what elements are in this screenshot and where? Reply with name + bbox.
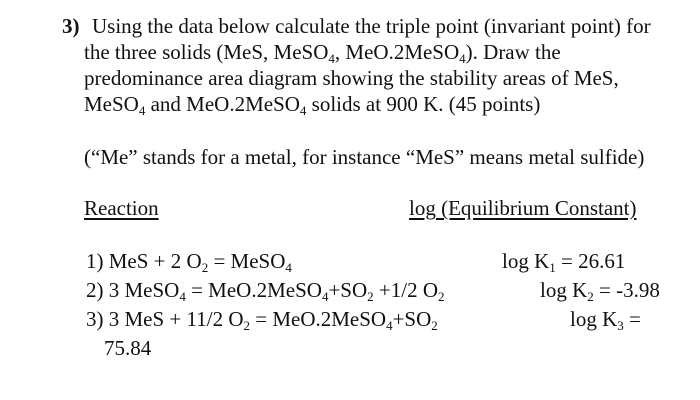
question-line: Using the data below calculate the triple point (invariant point) for: [92, 14, 651, 38]
reaction-header: Reaction: [84, 196, 159, 220]
subscript: 2: [201, 260, 209, 275]
question-number: 3): [62, 14, 80, 38]
subscript: 4: [138, 103, 146, 118]
subscript: 2: [367, 289, 374, 304]
subscript: 2: [587, 289, 594, 304]
subscript: 2: [243, 318, 250, 333]
subscript: 1: [549, 260, 556, 275]
question-line: predominance area diagram showing the stability areas of MeS,: [84, 66, 619, 90]
reaction-continuation: 75.84: [104, 336, 152, 360]
note-text: (“Me” stands for a metal, for instance “MeS” means metal sulfide): [84, 145, 645, 169]
reaction-equation: 1) MeS + 2 $O_2$ = MeSO$_4$: [86, 249, 292, 275]
subscript: 4: [386, 318, 393, 333]
subscript: 2: [431, 318, 438, 333]
subscript: 3: [617, 318, 624, 333]
subscript: 4: [285, 260, 292, 275]
question-line: MeSO$_4$ and MeO.2MeSO$_4$ solids at 900 K. (45 points): [84, 92, 541, 118]
subscript: 4: [179, 289, 186, 304]
reaction-equation: 3) 3 MeS + 11/2 $O_2$ = $MeO.2MeSO_4+SO_2$: [86, 307, 438, 333]
subscript: 2: [437, 289, 445, 304]
logk-value: $\log K_3$ =: [570, 307, 641, 333]
logk-header: log (Equilibrium Constant): [409, 196, 637, 220]
logk-value: $\log K_2 = -3.98$: [540, 278, 660, 304]
subscript: 4: [459, 51, 466, 66]
logk-value: $\log K_1 = 26.61$: [502, 249, 626, 275]
question-line: the three solids (MeS, MeSO$_4$, MeO.2MeSO$_4$). Draw the: [84, 40, 561, 66]
subscript: 4: [328, 51, 335, 66]
subscript: 4: [321, 289, 329, 304]
subscript: 4: [299, 103, 307, 118]
reaction-equation: 2) 3 MeSO$_4$ = $MeO.2MeSO_4+SO_2 +1/2$ $O_2$: [86, 278, 445, 304]
